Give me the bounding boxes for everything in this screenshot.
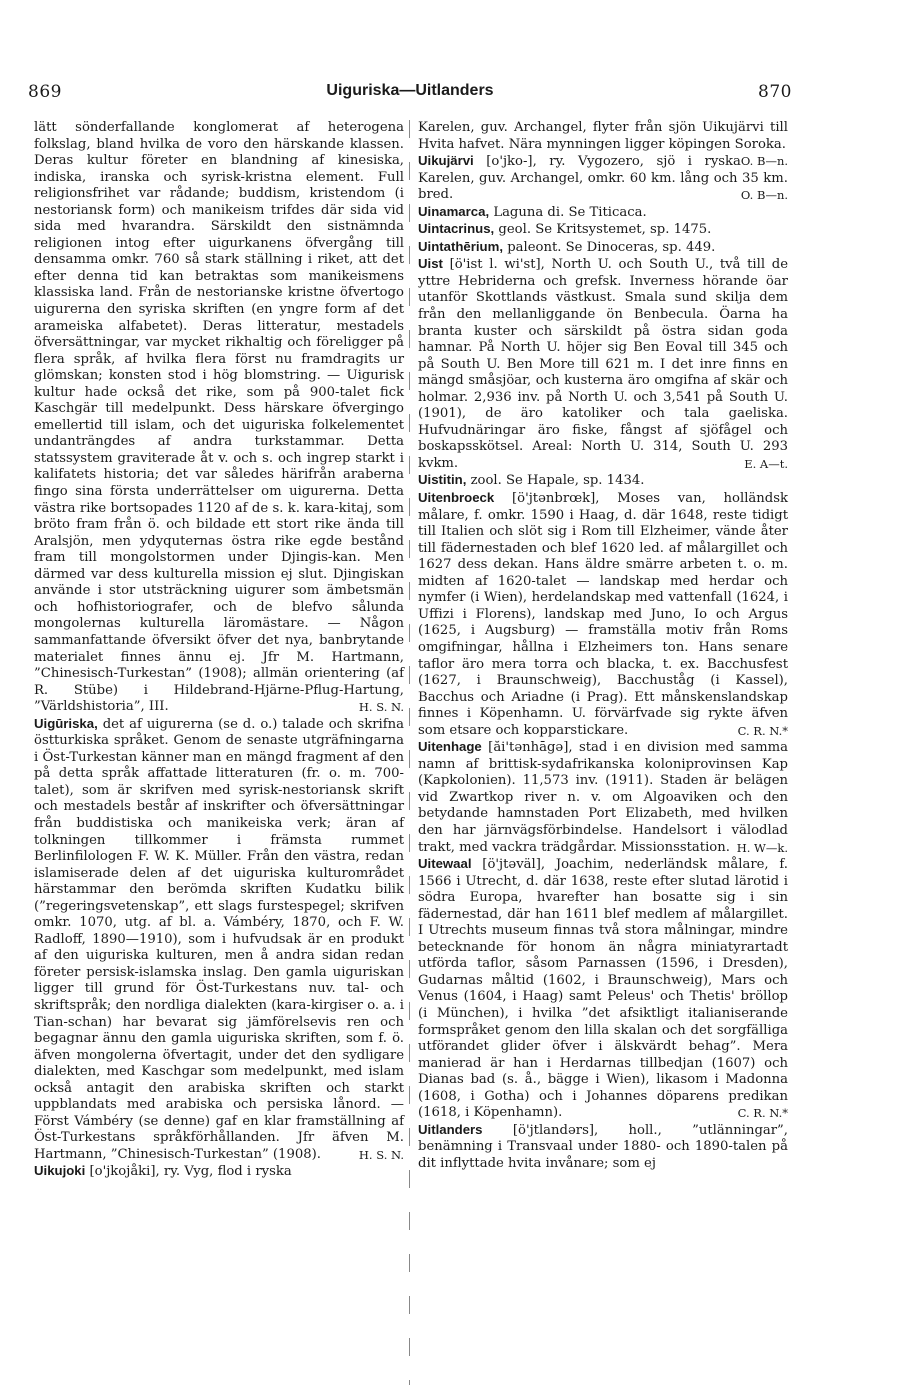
entry-headword: Uintathērium,	[418, 238, 503, 254]
entry-signature: E. A—t.	[744, 456, 788, 471]
entry-signature: H. S. N.	[358, 1147, 404, 1162]
entry-text: Laguna di. Se Titicaca.	[493, 204, 647, 220]
dictionary-entry	[418, 221, 788, 239]
entry-text: [ăi'tənhāgə], stad i en division med samma namn af brittisk-sydafrikanska koloniprovinsen Kap (Kapkolonien). 11,573 inv. (1911). Staden är belägen vid Zwartkop river n. v. om Algoaviken och den betydande hamnstaden Port Elizabeth, med hvilken den har järnvägsförbindelse. Handelsort i välodlad trakt, med vackra trädgårdar. Missionsstation.	[418, 740, 788, 855]
entry-signature: C. R. N.*	[737, 1106, 788, 1121]
dictionary-entry	[418, 153, 788, 204]
entry-headword: Uistitin,	[418, 472, 467, 488]
entry-text: [ö'jtənbrœk], Moses van, holländsk målare, f. omkr. 1590 i Haag, d. där 1648, reste tidigt till Italien och slöt sig i Rom till Elzheimer, vände åter till fädernestaden och blef 1620 led. af målargillet och 1627 dess dekan. Hans äldre smärre arbeten t. o. m. midten af 1620-talet — landskap med herdar och nymfer (i Wien), herdelandskap med vattenfall (1624, i Uffizi i Florens), landskap med Juno, Io och Argus (1625, i Augsburg) — framställa motiv från Roms omgifningar, hållna i Elzheimers ton. Hans senare taflor äro mera torra och blacka, t. ex. Bacchusfest (1627, i Braunschweig), Bacchuståg (i Kassel), Bacchus och Ariadne (i Prag). Ett månskenslandskap finnes i Köpenhamn. U. förvärfvade sig rykte äfven som etsare och kopparstickare.	[418, 491, 788, 738]
running-head: Uiguriska—Uitlanders	[326, 82, 494, 99]
entry-headword: Uist	[418, 256, 443, 272]
dictionary-entry	[34, 1163, 404, 1181]
left-page-number: 869	[28, 82, 62, 102]
dictionary-entry	[418, 739, 788, 856]
left-column	[34, 120, 404, 1181]
entry-text: [o'jko-], ry. Vygozero, sjö i ryska Karelen, guv. Archangel, omkr. 60 km. lång och 35 km. bred.	[418, 154, 788, 203]
article-signature: O. B—n.	[740, 154, 788, 169]
entry-text: [ö'jtlandərs], holl., ”utlänningar”, benämning i Transvaal under 1880- och 1890-talen på dit inflyttade hvita invånare; som ej	[418, 1122, 788, 1171]
column-divider	[409, 120, 410, 1385]
entry-text: [ö'jtəväl], Joachim, nederländsk målare, f. 1566 i Utrecht, d. där 1638, reste efter slutad lärotid i södra Europa, hvarefter han bosatte sig i sin fädernestad, där han 1611 blef medlem af målargillet. I Utrechts museum finnas två stora målningar, mindre betecknande för honom än några miniatyrartadt utförda taflor, såsom Parnassen (1596, i Dresden), Gudarnas måltid (1602, i Braunschweig), Mars och Venus (1604, i Haag) samt Peleus' och Thetis' bröllop (i München), i hvilka ”det afsiktligt italianiserande formspråket genom den lilla skalan och det sorgfälliga utförandet glider öfver i älskvärdt behag”. Mera manierad är han i Herdarnas tillbedjan (1607) och Dianas bad (s. å., bägge i Wien), likasom i Madonna (1608, i Gotha) och i Johannes döparens predikan (1618, i Köpenhamn).	[418, 857, 788, 1121]
entry-headword: Uinamarca,	[418, 203, 490, 219]
page-header	[28, 82, 792, 106]
entry-headword: Uitewaal	[418, 856, 472, 872]
entry-text: [ö'ist l. wi'st], North U. och South U., två till de yttre Hebriderna och grefsk. Inverness hörande öar utanför Skottlands västkust. Smala sund skilja dem från den mellanliggande ön Benbecula. Öarna ha branta kuster och särskildt på östra sidan goda hamnar. På North U. höjer sig Ben Eoval till 345 och på South U. Ben More till 621 m. I det inre finns en mängd småsjöar, och kusterna äro omgifna af skär och holmar. 2,936 inv. på North U. och 3,541 på South U. (1901), de äro katoliker och tala gaeliska. Hufvudnäringar äro fiske, fångst af sjöfågel och boskapsskötsel. Areal: North U. 314, South U. 293 kvkm.	[418, 257, 788, 471]
entry-signature: O. B—n.	[740, 188, 788, 203]
entry-text: paleont. Se Dinoceras, sp. 449.	[507, 239, 716, 255]
dictionary-entry	[34, 716, 404, 1164]
entry-headword: Uikujoki	[34, 1163, 86, 1179]
dictionary-entry	[418, 1122, 788, 1173]
entry-text: det af uigurerna (se d. o.) talade och skrifna östturkiska språket. Genom de senaste utgräfningarna i Öst-Turkestan känner man en mängd fragment af den på detta språk affattade litteraturen (fr. o. m. 700-talet), som är skrifven med syrisk-nestoriansk skrift och mestadels består af inskrifter och öfversättningar från buddistiska och manikeiska verk; äran af tolkningen tillkommer i främsta rummet Berlinfilologen F. W. K. Müller. Från den västra, redan islamiserade delen af det uiguriska kulturområdet härstammar den berömda skriften Kudatku bilik (”regeringsvetenskap”, ett slags furstespegel; skrifven omkr. 1070, utg. af bl. a. Vámbéry, 1870, och F. W. Radloff, 1890—1910), som i hufvudsak är en produkt af den uiguriska kulturen, men å andra sidan redan företer persisk-islamska inslag. Den gamla uiguriskan ligger till grund för Öst-Turkestans nuv. tal- och skriftspråk; den nordliga dialekten (kara-kirgiser o. a. i Tian-schan) har bevarat sig jämförelsevis ren och begagnar ännu den gamla uiguriska skriften, som f. ö. äfven mongolerna öfvertagit, under det den sydligare dialekten, med Kaschgar som medelpunkt, med islam också antagit den arabiska skriften och starkt uppblandats med arabiska och persiska lånord. — Först Vámbéry (se denne) gaf en klar framställning af Öst-Turkestans språkförhållanden. Jfr äfven M. Hartmann, ”Chinesisch-Turkestan” (1908).	[34, 716, 404, 1162]
entry-signature: H. W—k.	[736, 840, 788, 855]
right-column	[418, 120, 788, 1172]
continued-article	[34, 120, 404, 716]
entry-signature: C. R. N.*	[737, 723, 788, 738]
entry-headword: Uintacrinus,	[418, 221, 495, 237]
dictionary-entry	[418, 856, 788, 1122]
dictionary-entry	[418, 256, 788, 472]
dictionary-entry	[418, 490, 788, 739]
article-text: lätt sönderfallande konglomerat af heterogena folkslag, bland hvilka de voro den härskande klassen. Deras kultur företer en blandning af kinesiska, indiska, iranska och syrisk-kristna element. Full religionsfrihet var rådande; buddism, kristendom (i nestoriansk form) och manikeism trifdes där sida vid sida med hvarandra. Särskildt den sistnämnda religionen intog efter uigurkanens öfvergång till densamma omkr. 760 så stark ställning i riket, att det efter denna tid kan betraktas som manikeismens klassiska land. Från de nestorianske kristne öfvertogo uigurerna den syriska skriften (en yngre form af det arameiska alfabetet). Deras litteratur, mestadels öfversättningar, var mycket rikhaltig och föreligger på flera språk, af hvilka flera först nu framdragits ur glömskan; konsten stod i hög blomstring. — Uigurisk kultur hade också det rike, som på 900-talet fick Kaschgär till medelpunkt. Dess härskare öfvergingo emellertid till islam, och det uiguriska folkelementet undanträngdes af andra turkstammar. Detta statssystem graviterade åt v. och s. och ingrep starkt i kalifatets historia; det var således härifrån araberna fingo sina första underrättelser om uigurerna. Detta västra rike bortsopades 1120 af de s. k. kara-kitaj, som bröto fram från ö. och bildade ett stort rike ända till Aralsjön, men ydyquternas östra rike egde bestånd fram till mongolstormen under Djingis-kan. Men därmed var dess kulturella mission ej slut. Djingiskan använde i stor utsträckning uigurer som ämbetsmän och hofhistoriografer, och de blefvo sålunda mongolernas kulturella läromästare. — Någon sammanfattande öfversikt öfver det nya, banbrytande materialet finnes ännu ej. Jfr M. Hartmann, ”Chinesisch-Turkestan” (1908); allmän orientering (af R. Stübe) i Hildebrand-Hjärne-Pflug-Hartung, ”Världshistoria”, III.	[34, 120, 404, 715]
entry-headword: Uigūriska,	[34, 715, 98, 731]
entry-text: geol. Se Kritsystemet, sp. 1475.	[498, 222, 712, 238]
entry-headword: Uitlanders	[418, 1121, 483, 1137]
entry-text: [o'jkojåki], ry. Vyg, flod i ryska	[89, 1164, 292, 1180]
entry-text: zool. Se Hapale, sp. 1434.	[470, 473, 645, 489]
dictionary-entry	[418, 204, 788, 222]
article-signature: H. S. N.	[358, 700, 404, 715]
entry-headword: Uitenhage	[418, 739, 482, 755]
dictionary-entry	[418, 239, 788, 257]
right-page-number: 870	[758, 82, 792, 102]
continued-article	[418, 120, 788, 169]
article-text: Karelen, guv. Archangel, flyter från sjön Uikujärvi till Hvita hafvet. Nära mynningen ligger köpingen Soroka.	[418, 120, 788, 152]
dictionary-entry	[418, 472, 788, 490]
entry-headword: Uitenbroeck	[418, 490, 495, 506]
entry-headword: Uikujärvi	[418, 153, 474, 169]
